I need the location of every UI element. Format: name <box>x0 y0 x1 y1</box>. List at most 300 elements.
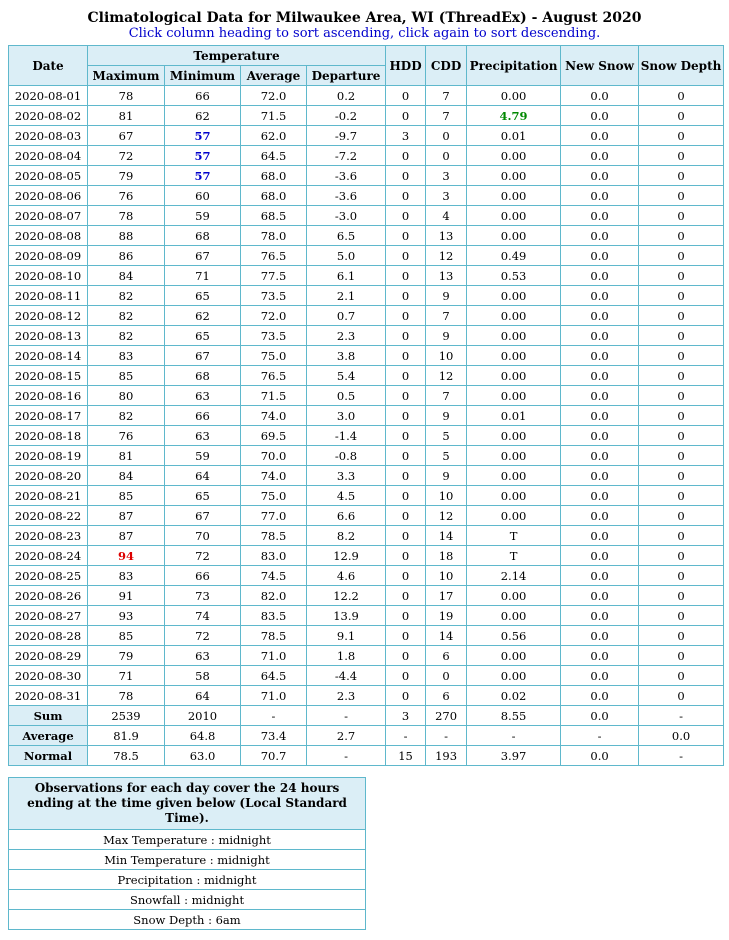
table-cell: 87 <box>88 506 165 526</box>
table-cell: 2020-08-23 <box>9 526 88 546</box>
table-cell: 2.3 <box>307 326 386 346</box>
column-header-average[interactable]: Average <box>241 66 307 86</box>
table-cell: 0 <box>639 166 724 186</box>
table-cell: 0.2 <box>307 86 386 106</box>
table-cell: -4.4 <box>307 666 386 686</box>
table-cell: -0.8 <box>307 446 386 466</box>
summary-cell: 15 <box>386 746 426 766</box>
table-cell: 2020-08-04 <box>9 146 88 166</box>
table-cell: 10 <box>426 566 467 586</box>
table-cell: -3.6 <box>307 186 386 206</box>
table-cell: 12 <box>426 506 467 526</box>
table-cell: 9 <box>426 466 467 486</box>
table-cell: 68.5 <box>241 206 307 226</box>
summary-label: Sum <box>9 706 88 726</box>
table-cell: 66 <box>165 566 241 586</box>
table-cell: 0.0 <box>561 466 639 486</box>
table-cell: 83.5 <box>241 606 307 626</box>
summary-cell: 3 <box>386 706 426 726</box>
table-cell: 5.0 <box>307 246 386 266</box>
summary-cell: 0.0 <box>639 726 724 746</box>
table-cell: 82 <box>88 326 165 346</box>
table-cell: 0 <box>386 566 426 586</box>
table-cell: 0.0 <box>561 286 639 306</box>
table-cell: 0.0 <box>561 606 639 626</box>
table-cell: 0 <box>639 606 724 626</box>
table-cell: 6.5 <box>307 226 386 246</box>
table-cell: 19 <box>426 606 467 626</box>
table-cell: 0 <box>639 586 724 606</box>
table-cell: T <box>467 526 561 546</box>
table-cell: 73 <box>165 586 241 606</box>
table-cell: 0.00 <box>467 586 561 606</box>
table-cell: 0.0 <box>561 186 639 206</box>
table-cell: 0.0 <box>561 346 639 366</box>
table-cell: 4.6 <box>307 566 386 586</box>
table-cell: 84 <box>88 266 165 286</box>
table-cell: 0 <box>386 426 426 446</box>
table-cell: 0 <box>386 546 426 566</box>
table-row <box>9 146 724 166</box>
table-cell: 66 <box>165 86 241 106</box>
table-cell: T <box>467 546 561 566</box>
table-cell: 0 <box>386 506 426 526</box>
summary-cell: - <box>307 706 386 726</box>
climate-data-table <box>8 45 724 766</box>
table-cell: 10 <box>426 486 467 506</box>
summary-cell: 63.0 <box>165 746 241 766</box>
table-cell: 0 <box>386 586 426 606</box>
table-cell: 78 <box>88 206 165 226</box>
table-cell: 0 <box>639 366 724 386</box>
column-header-date[interactable]: Date <box>9 46 88 86</box>
table-cell: 71.0 <box>241 686 307 706</box>
table-cell: 62 <box>165 106 241 126</box>
observation-time-item: Snow Depth : 6am <box>9 910 366 930</box>
table-cell: 3 <box>426 186 467 206</box>
table-cell: 0.00 <box>467 606 561 626</box>
table-cell: 0.00 <box>467 326 561 346</box>
table-cell: 5 <box>426 426 467 446</box>
table-cell: 0.56 <box>467 626 561 646</box>
table-cell: 71.5 <box>241 386 307 406</box>
table-cell: 5.4 <box>307 366 386 386</box>
table-cell: 68 <box>165 366 241 386</box>
table-cell: 72 <box>165 546 241 566</box>
table-cell: 2020-08-09 <box>9 246 88 266</box>
table-cell: 2020-08-15 <box>9 366 88 386</box>
table-cell: 0 <box>639 426 724 446</box>
table-cell: 3.0 <box>307 406 386 426</box>
table-cell: 9 <box>426 406 467 426</box>
table-cell: 0 <box>639 526 724 546</box>
summary-cell: 2539 <box>88 706 165 726</box>
table-cell: 0 <box>639 486 724 506</box>
table-cell: 0 <box>639 686 724 706</box>
table-cell: 2020-08-03 <box>9 126 88 146</box>
table-cell: 76.5 <box>241 366 307 386</box>
table-cell: 67 <box>165 506 241 526</box>
table-cell: 0 <box>639 266 724 286</box>
summary-cell: 0.0 <box>561 706 639 726</box>
table-cell: 2020-08-14 <box>9 346 88 366</box>
table-cell: 2020-08-27 <box>9 606 88 626</box>
table-cell: 64 <box>165 466 241 486</box>
summary-row <box>9 746 724 766</box>
table-row <box>9 646 724 666</box>
table-cell: 0 <box>386 646 426 666</box>
table-cell: 0.00 <box>467 386 561 406</box>
column-header-precipitation[interactable]: Precipitation <box>467 46 561 86</box>
table-cell: 0 <box>386 326 426 346</box>
table-cell: 0 <box>639 206 724 226</box>
table-row <box>9 486 724 506</box>
table-cell: 85 <box>88 486 165 506</box>
table-cell: 0.5 <box>307 386 386 406</box>
table-cell: 0.00 <box>467 166 561 186</box>
table-cell: 0.0 <box>561 86 639 106</box>
summary-cell: - <box>561 726 639 746</box>
table-cell: 74.0 <box>241 406 307 426</box>
summary-cell: 81.9 <box>88 726 165 746</box>
table-cell: 0.53 <box>467 266 561 286</box>
table-cell: 2020-08-05 <box>9 166 88 186</box>
table-cell: 0 <box>386 206 426 226</box>
table-row <box>9 466 724 486</box>
table-cell: 83 <box>88 566 165 586</box>
table-cell: 76 <box>88 426 165 446</box>
table-cell: 0.0 <box>561 126 639 146</box>
table-row <box>9 206 724 226</box>
table-cell: 17 <box>426 586 467 606</box>
table-cell: 82 <box>88 286 165 306</box>
table-cell: 0.0 <box>561 566 639 586</box>
table-cell: 0.0 <box>561 446 639 466</box>
table-cell: 0 <box>639 346 724 366</box>
table-cell: 70 <box>165 526 241 546</box>
table-cell: 0.0 <box>561 206 639 226</box>
summary-cell: 73.4 <box>241 726 307 746</box>
table-cell: 12.2 <box>307 586 386 606</box>
table-cell: 14 <box>426 526 467 546</box>
table-cell: 68 <box>165 226 241 246</box>
table-cell: 2020-08-24 <box>9 546 88 566</box>
page-title: Climatological Data for Milwaukee Area, WI (ThreadEx) - August 2020 <box>87 10 642 26</box>
table-cell: 62.0 <box>241 126 307 146</box>
table-cell: 0.00 <box>467 366 561 386</box>
table-cell: 78 <box>88 686 165 706</box>
table-row <box>9 686 724 706</box>
summary-cell: - <box>386 726 426 746</box>
table-cell: 64.5 <box>241 146 307 166</box>
table-cell: 75.0 <box>241 346 307 366</box>
observation-time-item: Precipitation : midnight <box>9 870 366 890</box>
table-cell: 64.5 <box>241 666 307 686</box>
table-cell: 0 <box>386 386 426 406</box>
table-cell: 0.0 <box>561 426 639 446</box>
summary-cell: 78.5 <box>88 746 165 766</box>
table-row <box>9 246 724 266</box>
table-cell: 4 <box>426 206 467 226</box>
table-cell: 0 <box>386 166 426 186</box>
table-cell: 0 <box>386 246 426 266</box>
column-header-new-snow[interactable]: New Snow <box>561 46 639 86</box>
table-cell: 13 <box>426 266 467 286</box>
table-cell: 65 <box>165 286 241 306</box>
table-cell: 87 <box>88 526 165 546</box>
table-cell: 0 <box>639 246 724 266</box>
table-cell: 0 <box>386 226 426 246</box>
table-cell: 0.0 <box>561 226 639 246</box>
table-cell: 2.14 <box>467 566 561 586</box>
table-row <box>9 546 724 566</box>
table-cell: 9 <box>426 286 467 306</box>
table-cell: 2020-08-20 <box>9 466 88 486</box>
table-cell: 79 <box>88 646 165 666</box>
table-cell: 0.7 <box>307 306 386 326</box>
table-row <box>9 346 724 366</box>
summary-label: Average <box>9 726 88 746</box>
table-cell: 74 <box>165 606 241 626</box>
table-cell: 0 <box>386 486 426 506</box>
table-cell: 0 <box>639 186 724 206</box>
table-cell: 72.0 <box>241 86 307 106</box>
table-cell: 2.3 <box>307 686 386 706</box>
table-cell: 0 <box>386 626 426 646</box>
table-cell: 0.00 <box>467 306 561 326</box>
table-cell: 0 <box>639 306 724 326</box>
table-row <box>9 506 724 526</box>
table-cell: -9.7 <box>307 126 386 146</box>
table-cell: 0.0 <box>561 666 639 686</box>
table-cell: 0.00 <box>467 426 561 446</box>
table-cell: 0.0 <box>561 506 639 526</box>
table-cell: 5 <box>426 446 467 466</box>
table-cell: 68.0 <box>241 186 307 206</box>
column-group-temperature: Temperature <box>88 46 386 66</box>
table-cell: 78.5 <box>241 526 307 546</box>
table-row <box>9 566 724 586</box>
table-cell: 73.5 <box>241 286 307 306</box>
table-row <box>9 606 724 626</box>
table-cell: 75.0 <box>241 486 307 506</box>
table-cell: 2020-08-21 <box>9 486 88 506</box>
table-row <box>9 446 724 466</box>
table-cell: 2020-08-31 <box>9 686 88 706</box>
table-cell: -7.2 <box>307 146 386 166</box>
table-cell: 2020-08-17 <box>9 406 88 426</box>
table-cell: 2020-08-29 <box>9 646 88 666</box>
table-cell: 2020-08-01 <box>9 86 88 106</box>
table-cell: 0.0 <box>561 486 639 506</box>
summary-cell: 270 <box>426 706 467 726</box>
table-cell: 3 <box>386 126 426 146</box>
table-cell: 18 <box>426 546 467 566</box>
column-header-maximum[interactable]: Maximum <box>88 66 165 86</box>
table-cell: 0.0 <box>561 306 639 326</box>
table-cell: 57 <box>165 166 241 186</box>
table-cell: 79 <box>88 166 165 186</box>
table-cell: 6 <box>426 686 467 706</box>
table-cell: 74.5 <box>241 566 307 586</box>
column-header-hdd[interactable]: HDD <box>386 46 426 86</box>
table-cell: 2020-08-10 <box>9 266 88 286</box>
table-cell: 69.5 <box>241 426 307 446</box>
summary-cell: 193 <box>426 746 467 766</box>
table-cell: 0 <box>639 406 724 426</box>
table-cell: 63 <box>165 386 241 406</box>
table-cell: 77.5 <box>241 266 307 286</box>
observation-time-item: Snowfall : midnight <box>9 890 366 910</box>
table-row <box>9 286 724 306</box>
table-cell: 2020-08-16 <box>9 386 88 406</box>
table-cell: 6.1 <box>307 266 386 286</box>
table-cell: 0.01 <box>467 406 561 426</box>
table-cell: 58 <box>165 666 241 686</box>
table-cell: 2020-08-18 <box>9 426 88 446</box>
table-cell: 0 <box>426 126 467 146</box>
column-header-departure[interactable]: Departure <box>307 66 386 86</box>
table-cell: 8.2 <box>307 526 386 546</box>
column-header-snow-depth[interactable]: Snow Depth <box>639 46 724 86</box>
summary-rows <box>9 706 724 766</box>
table-cell: 0 <box>639 466 724 486</box>
summary-cell: - <box>639 746 724 766</box>
table-cell: 10 <box>426 346 467 366</box>
table-cell: 0 <box>386 186 426 206</box>
table-cell: 7 <box>426 86 467 106</box>
table-cell: 67 <box>165 346 241 366</box>
table-cell: 68.0 <box>241 166 307 186</box>
table-row <box>9 386 724 406</box>
table-cell: 6.6 <box>307 506 386 526</box>
table-cell: 91 <box>88 586 165 606</box>
table-cell: 0.00 <box>467 646 561 666</box>
table-cell: 65 <box>165 486 241 506</box>
table-row <box>9 186 724 206</box>
summary-row <box>9 726 724 746</box>
table-cell: 0 <box>386 86 426 106</box>
table-cell: 13 <box>426 226 467 246</box>
summary-cell: 2.7 <box>307 726 386 746</box>
table-cell: 0 <box>639 626 724 646</box>
table-cell: 82 <box>88 406 165 426</box>
table-cell: 6 <box>426 646 467 666</box>
summary-cell: 2010 <box>165 706 241 726</box>
table-cell: 72.0 <box>241 306 307 326</box>
table-cell: 81 <box>88 106 165 126</box>
table-cell: 0 <box>639 106 724 126</box>
table-cell: 71.0 <box>241 646 307 666</box>
table-cell: 0 <box>639 666 724 686</box>
table-cell: 0 <box>386 526 426 546</box>
table-cell: 4.79 <box>467 106 561 126</box>
table-cell: 0.00 <box>467 466 561 486</box>
table-row <box>9 406 724 426</box>
table-cell: 0.0 <box>561 626 639 646</box>
summary-cell: 8.55 <box>467 706 561 726</box>
table-cell: 12 <box>426 246 467 266</box>
table-cell: 76.5 <box>241 246 307 266</box>
table-cell: 0.00 <box>467 666 561 686</box>
table-cell: 0 <box>386 406 426 426</box>
table-row <box>9 106 724 126</box>
observation-times-header: Observations for each day cover the 24 hours ending at the time given below (Local Standard Time). <box>9 778 366 830</box>
table-cell: 2020-08-08 <box>9 226 88 246</box>
table-cell: 0.02 <box>467 686 561 706</box>
table-cell: 77.0 <box>241 506 307 526</box>
table-cell: 7 <box>426 106 467 126</box>
column-header-minimum[interactable]: Minimum <box>165 66 241 86</box>
table-cell: 0.0 <box>561 146 639 166</box>
table-row <box>9 426 724 446</box>
table-cell: 4.5 <box>307 486 386 506</box>
table-cell: 0 <box>639 506 724 526</box>
table-cell: 84 <box>88 466 165 486</box>
table-cell: 0.00 <box>467 286 561 306</box>
table-cell: 2020-08-22 <box>9 506 88 526</box>
table-cell: 83.0 <box>241 546 307 566</box>
table-cell: 78.0 <box>241 226 307 246</box>
table-cell: 57 <box>165 146 241 166</box>
table-cell: 80 <box>88 386 165 406</box>
table-cell: 74.0 <box>241 466 307 486</box>
table-cell: 0.00 <box>467 226 561 246</box>
table-cell: 59 <box>165 446 241 466</box>
table-row <box>9 366 724 386</box>
table-row <box>9 226 724 246</box>
table-cell: 2020-08-02 <box>9 106 88 126</box>
table-cell: 0 <box>386 286 426 306</box>
table-cell: 73.5 <box>241 326 307 346</box>
table-cell: 0.0 <box>561 266 639 286</box>
table-cell: 12 <box>426 366 467 386</box>
table-cell: 0.00 <box>467 446 561 466</box>
table-cell: -3.6 <box>307 166 386 186</box>
table-cell: 82.0 <box>241 586 307 606</box>
table-cell: 12.9 <box>307 546 386 566</box>
table-row <box>9 526 724 546</box>
column-header-cdd[interactable]: CDD <box>426 46 467 86</box>
table-cell: 7 <box>426 386 467 406</box>
summary-cell: 3.97 <box>467 746 561 766</box>
table-cell: 0 <box>639 566 724 586</box>
table-row <box>9 86 724 106</box>
table-cell: 0 <box>426 666 467 686</box>
table-cell: 14 <box>426 626 467 646</box>
summary-cell: - <box>307 746 386 766</box>
table-row <box>9 586 724 606</box>
table-cell: 71 <box>165 266 241 286</box>
table-cell: 0 <box>386 146 426 166</box>
table-cell: 0 <box>426 146 467 166</box>
table-cell: 82 <box>88 306 165 326</box>
table-cell: 0 <box>386 606 426 626</box>
table-cell: 0.0 <box>561 366 639 386</box>
table-cell: 0 <box>639 446 724 466</box>
table-cell: 0.00 <box>467 86 561 106</box>
table-cell: -3.0 <box>307 206 386 226</box>
summary-cell: - <box>426 726 467 746</box>
table-cell: 7 <box>426 306 467 326</box>
table-row <box>9 306 724 326</box>
table-cell: 2020-08-30 <box>9 666 88 686</box>
table-cell: 2020-08-26 <box>9 586 88 606</box>
table-cell: 0.00 <box>467 486 561 506</box>
table-cell: 2020-08-19 <box>9 446 88 466</box>
table-cell: 0 <box>639 386 724 406</box>
table-row <box>9 326 724 346</box>
